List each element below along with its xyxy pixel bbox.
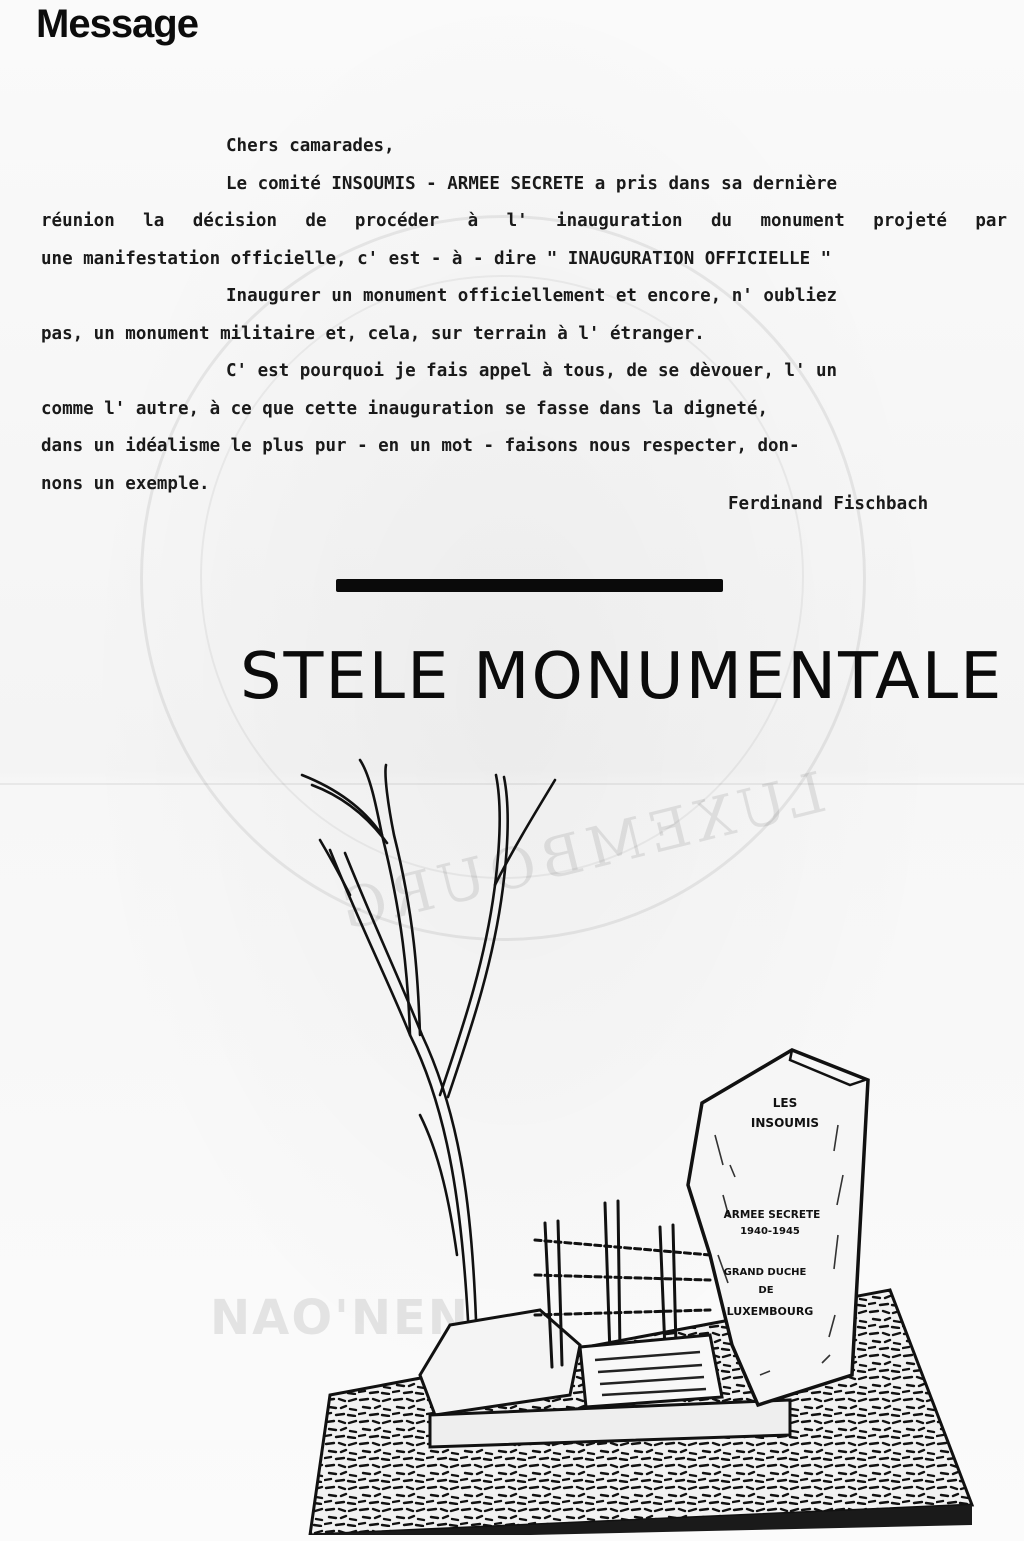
letter-body: [41, 128, 1009, 503]
stele-line-armee-secrete: ARMEE SECRETE: [723, 1209, 821, 1221]
letter-signature: Ferdinand Fischbach: [728, 494, 929, 514]
section-title: STELE MONUMENTALE: [240, 640, 1004, 714]
stele-illustration: [290, 735, 990, 1535]
letter-line: nons un exemple.: [41, 473, 210, 494]
letter-line: comme l' autre, à ce que cette inauguration se fasse dans la digneté,: [41, 398, 768, 419]
letter-line: Le comité INSOUMIS - ARMEE SECRETE a pris dans sa dernière: [226, 173, 838, 194]
letter-line: C' est pourquoi je fais appel à tous, de se dèvouer, l' un: [226, 361, 838, 381]
stele-line-luxembourg: LUXEMBOURG: [726, 1305, 814, 1318]
divider-rule: [336, 579, 723, 592]
letter-line: réunion la décision de procéder à l' inauguration du monument projeté par: [41, 211, 1007, 231]
stele-line-les: LES: [772, 1096, 798, 1110]
stele-line-years: 1940-1945: [740, 1226, 800, 1237]
page-title: Message: [36, 2, 198, 46]
ghost-seal-text: LUXEMBOURG: [329, 760, 833, 945]
letter-salutation: Chers camarades,: [226, 136, 395, 156]
ghost-bleed-name: NAO'NEN: [210, 1290, 470, 1346]
stele-line-de: DE: [758, 1285, 774, 1296]
letter-line: pas, un monument militaire et, cela, sur terrain à l' étranger.: [41, 323, 705, 344]
stele-line-insoumis: INSOUMIS: [750, 1116, 820, 1130]
letter-line: une manifestation officielle, c' est - à - dire " INAUGURATION OFFICIELLE ": [41, 248, 832, 269]
letter-line: Inaugurer un monument officiellement et encore, n' oubliez: [226, 286, 838, 306]
bare-tree: [302, 760, 555, 1320]
letter-line: dans un idéalisme le plus pur - en un mot - faisons nous respecter, don-: [41, 436, 800, 456]
stele-line-grand-duche: GRAND DUCHE: [723, 1267, 807, 1278]
